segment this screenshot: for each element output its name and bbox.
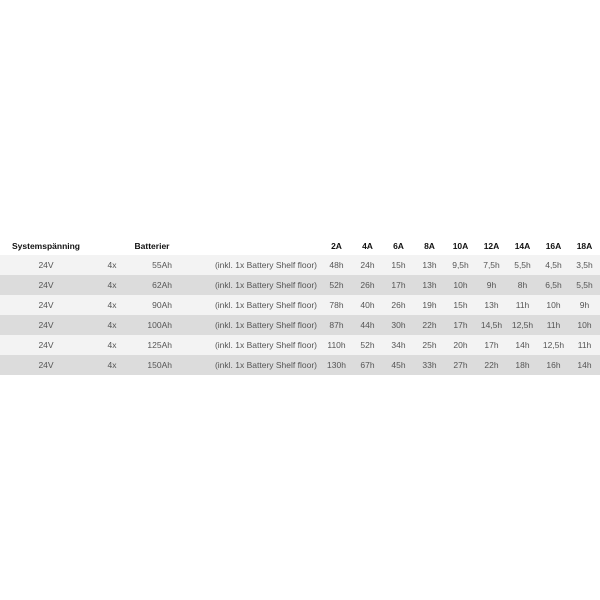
cell-runtime: 52h: [321, 275, 352, 295]
cell-runtime: 8h: [507, 275, 538, 295]
table-row: [0, 335, 600, 355]
cell-runtime: 12,5h: [538, 335, 569, 355]
cell-runtime: 67h: [352, 355, 383, 375]
battery-runtime-table: [0, 237, 600, 375]
cell-runtime: 10h: [538, 295, 569, 315]
cell-runtime: 11h: [538, 315, 569, 335]
cell-note: (inkl. 1x Battery Shelf floor): [172, 255, 321, 275]
cell-note: (inkl. 1x Battery Shelf floor): [172, 335, 321, 355]
cell-note: (inkl. 1x Battery Shelf floor): [172, 355, 321, 375]
cell-runtime: 17h: [476, 335, 507, 355]
cell-capacity: 100Ah: [132, 315, 172, 335]
cell-runtime: 6,5h: [538, 275, 569, 295]
cell-voltage: 24V: [0, 335, 92, 355]
cell-runtime: 10h: [445, 275, 476, 295]
cell-count: 4x: [92, 295, 132, 315]
cell-runtime: 5,5h: [507, 255, 538, 275]
cell-runtime: 130h: [321, 355, 352, 375]
cell-runtime: 13h: [414, 255, 445, 275]
header-current: 10A: [452, 241, 469, 251]
cell-runtime: 14h: [569, 355, 600, 375]
table-row: [0, 315, 600, 335]
cell-capacity: 125Ah: [132, 335, 172, 355]
cell-runtime: 30h: [383, 315, 414, 335]
cell-runtime: 110h: [321, 335, 352, 355]
cell-runtime: 5,5h: [569, 275, 600, 295]
cell-note: (inkl. 1x Battery Shelf floor): [172, 295, 321, 315]
table-row: [0, 275, 600, 295]
header-current: 2A: [331, 241, 342, 251]
cell-runtime: 48h: [321, 255, 352, 275]
cell-runtime: 13h: [476, 295, 507, 315]
cell-runtime: 45h: [383, 355, 414, 375]
cell-capacity: 150Ah: [132, 355, 172, 375]
cell-runtime: 9h: [569, 295, 600, 315]
cell-voltage: 24V: [0, 315, 92, 335]
cell-runtime: 20h: [445, 335, 476, 355]
cell-count: 4x: [92, 335, 132, 355]
cell-runtime: 22h: [476, 355, 507, 375]
table-row: [0, 295, 600, 315]
cell-runtime: 11h: [507, 295, 538, 315]
header-system-voltage: Systemspänning: [11, 241, 81, 251]
cell-runtime: 16h: [538, 355, 569, 375]
cell-runtime: 40h: [352, 295, 383, 315]
cell-runtime: 25h: [414, 335, 445, 355]
table-row: [0, 355, 600, 375]
cell-runtime: 15h: [383, 255, 414, 275]
cell-count: 4x: [92, 355, 132, 375]
cell-runtime: 24h: [352, 255, 383, 275]
cell-runtime: 87h: [321, 315, 352, 335]
cell-note: (inkl. 1x Battery Shelf floor): [172, 315, 321, 335]
header-current: 8A: [424, 241, 435, 251]
cell-note: (inkl. 1x Battery Shelf floor): [172, 275, 321, 295]
cell-runtime: 34h: [383, 335, 414, 355]
cell-runtime: 13h: [414, 275, 445, 295]
header-current: 16A: [545, 241, 562, 251]
cell-runtime: 4,5h: [538, 255, 569, 275]
cell-count: 4x: [92, 255, 132, 275]
cell-runtime: 14h: [507, 335, 538, 355]
cell-runtime: 27h: [445, 355, 476, 375]
cell-runtime: 12,5h: [507, 315, 538, 335]
header-empty: [92, 237, 132, 255]
cell-runtime: 15h: [445, 295, 476, 315]
cell-voltage: 24V: [0, 275, 92, 295]
cell-runtime: 17h: [445, 315, 476, 335]
cell-runtime: 18h: [507, 355, 538, 375]
header-current: 18A: [576, 241, 593, 251]
cell-runtime: 19h: [414, 295, 445, 315]
cell-runtime: 44h: [352, 315, 383, 335]
header-current: 12A: [483, 241, 500, 251]
header-current: 4A: [362, 241, 373, 251]
cell-runtime: 26h: [383, 295, 414, 315]
cell-runtime: 10h: [569, 315, 600, 335]
header-row: [0, 237, 600, 255]
cell-runtime: 78h: [321, 295, 352, 315]
cell-capacity: 90Ah: [132, 295, 172, 315]
cell-runtime: 52h: [352, 335, 383, 355]
cell-voltage: 24V: [0, 355, 92, 375]
cell-runtime: 22h: [414, 315, 445, 335]
cell-runtime: 33h: [414, 355, 445, 375]
table-body: [0, 255, 600, 375]
cell-runtime: 7,5h: [476, 255, 507, 275]
cell-runtime: 26h: [352, 275, 383, 295]
cell-count: 4x: [92, 275, 132, 295]
cell-voltage: 24V: [0, 295, 92, 315]
header-current: 14A: [514, 241, 531, 251]
header-batteries: Batterier: [134, 241, 170, 251]
header-note-empty: [172, 237, 321, 255]
header-current: 6A: [393, 241, 404, 251]
cell-runtime: 17h: [383, 275, 414, 295]
cell-runtime: 3,5h: [569, 255, 600, 275]
cell-runtime: 9,5h: [445, 255, 476, 275]
cell-runtime: 14,5h: [476, 315, 507, 335]
table-row: [0, 255, 600, 275]
cell-runtime: 9h: [476, 275, 507, 295]
cell-voltage: 24V: [0, 255, 92, 275]
cell-capacity: 55Ah: [132, 255, 172, 275]
cell-runtime: 11h: [569, 335, 600, 355]
cell-capacity: 62Ah: [132, 275, 172, 295]
cell-count: 4x: [92, 315, 132, 335]
